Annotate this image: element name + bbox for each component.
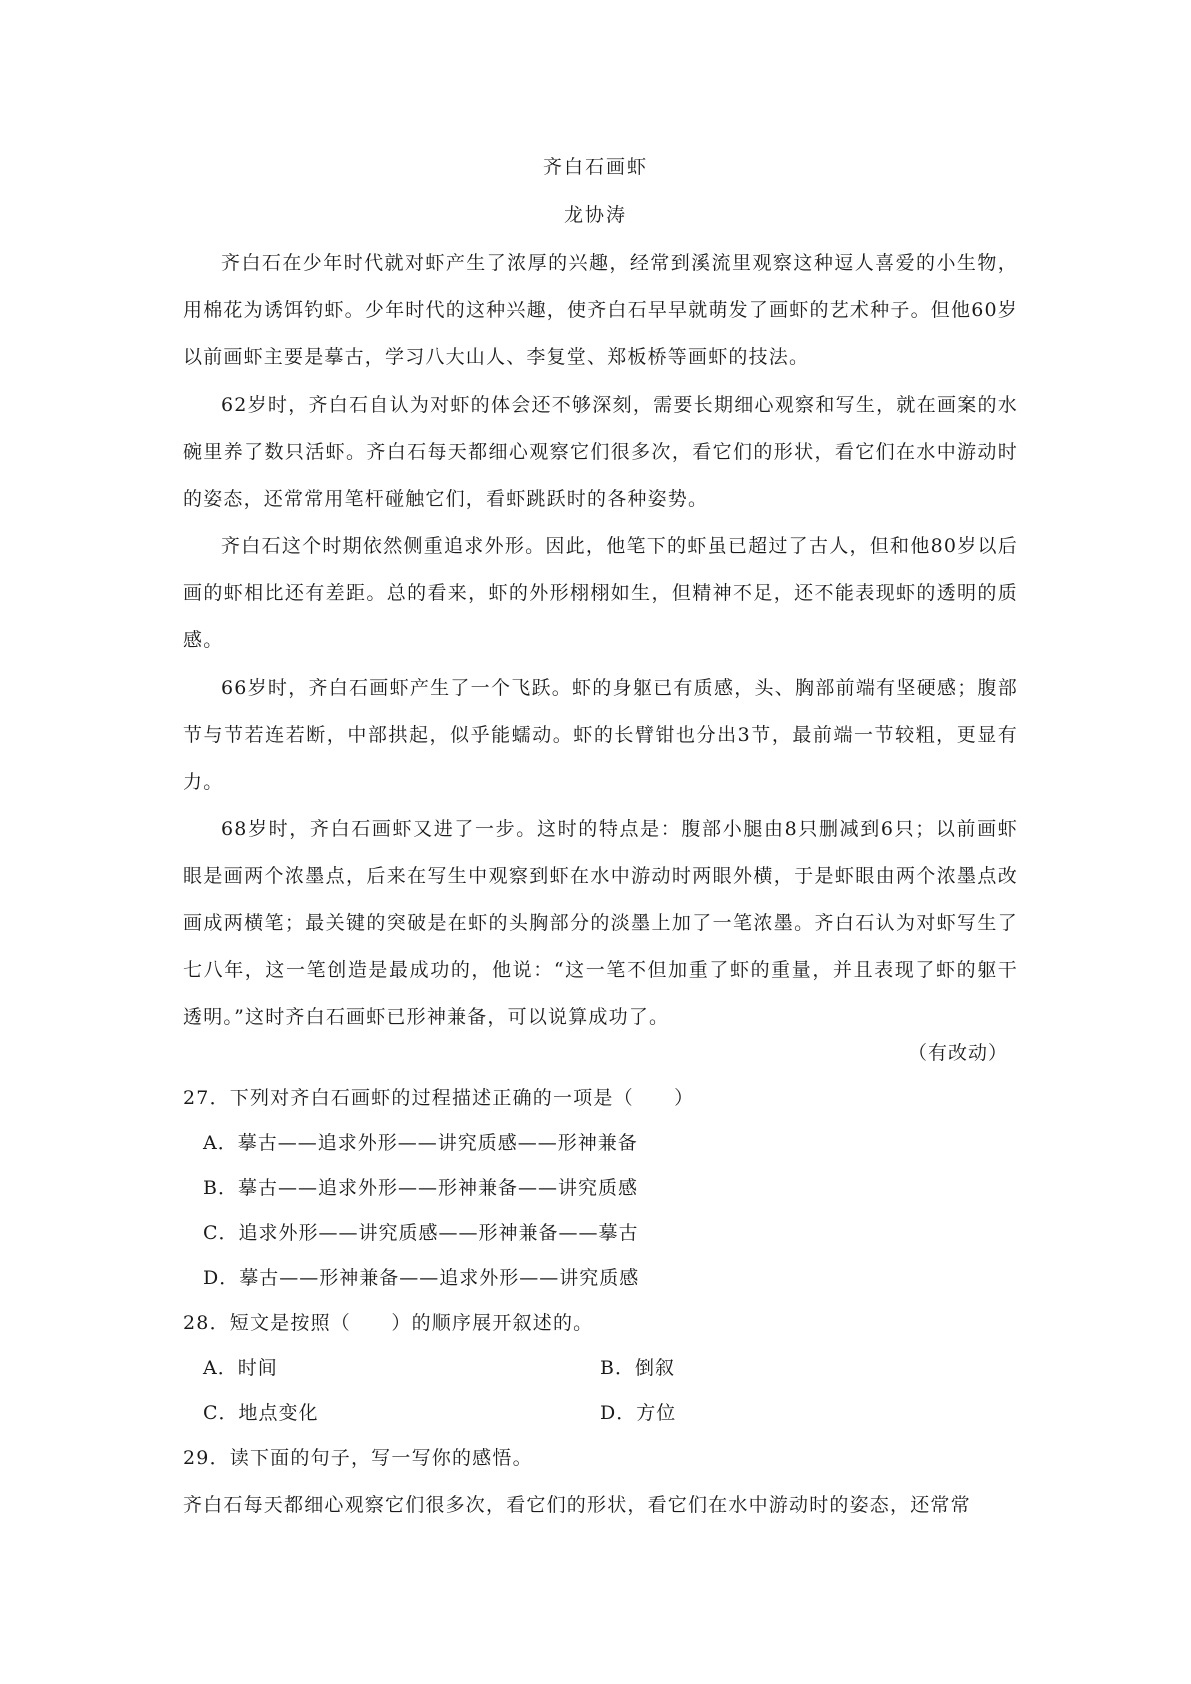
paragraph-5: 68岁时，齐白石画虾又进了一步。这时的特点是：腹部小腿由8只删减到6只；以前画虾眼是画两个浓墨点，后来在写生中观察到虾在水中游动时两眼外横，于是虾眼由两个浓墨点改画成两横笔；最关键的突破是在虾的头胸部分的淡墨上加了一笔浓墨。齐白石认为对虾写生了七八年，这一笔创造是最成功的，他说：“这一笔不但加重了虾的重量，并且表现了虾的躯干透明。”这时齐白石画虾已形神兼备，可以说算成功了。 <box>183 818 1018 1028</box>
question-27-option-b: B．摹古——追求外形——形神兼备——讲究质感 <box>203 1177 638 1199</box>
source-note: （有改动） <box>907 1042 1008 1064</box>
article-title: 齐白石画虾 <box>542 156 648 178</box>
question-28-option-a: A．时间 <box>203 1357 278 1379</box>
question-28-option-d: D．方位 <box>600 1402 677 1424</box>
article-author: 龙协涛 <box>563 204 627 226</box>
question-27-option-c: C．追求外形——讲究质感——形神兼备——摹古 <box>203 1222 639 1244</box>
paragraph-1: 齐白石在少年时代就对虾产生了浓厚的兴趣，经常到溪流里观察这种逗人喜爱的小生物，用棉花为诱饵钓虾。少年时代的这种兴趣，使齐白石早早就萌发了画虾的艺术种子。但他60岁以前画虾主要是摹古，学习八大山人、李复堂、郑板桥等画虾的技法。 <box>183 252 1018 368</box>
paragraph-4: 66岁时，齐白石画虾产生了一个飞跃。虾的身躯已有质感，头、胸部前端有坚硬感；腹部节与节若连若断，中部拱起，似乎能蠕动。虾的长臂钳也分出3节，最前端一节较粗，更显有力。 <box>183 677 1018 793</box>
question-28-option-b: B．倒叙 <box>600 1357 675 1379</box>
question-29-stem: 29．读下面的句子，写一写你的感悟。 <box>183 1447 533 1469</box>
question-27-option-d: D．摹古——形神兼备——追求外形——讲究质感 <box>203 1267 640 1289</box>
paragraph-2: 62岁时，齐白石自认为对虾的体会还不够深刻，需要长期细心观察和写生，就在画案的水碗里养了数只活虾。齐白石每天都细心观察它们很多次，看它们的形状，看它们在水中游动时的姿态，还常常用笔杆碰触它们，看虾跳跃时的各种姿势。 <box>183 394 1018 510</box>
paragraph-3: 齐白石这个时期依然侧重追求外形。因此，他笔下的虾虽已超过了古人，但和他80岁以后画的虾相比还有差距。总的看来，虾的外形栩栩如生，但精神不足，还不能表现虾的透明的质感。 <box>183 535 1018 651</box>
question-27-stem: 27．下列对齐白石画虾的过程描述正确的一项是（ ） <box>183 1087 695 1109</box>
question-28-stem: 28．短文是按照（ ）的顺序展开叙述的。 <box>183 1312 594 1334</box>
question-29-sentence: 齐白石每天都细心观察它们很多次，看它们的形状，看它们在水中游动时的姿态，还常常 <box>183 1494 971 1516</box>
question-28-option-c: C．地点变化 <box>203 1402 319 1424</box>
question-27-option-a: A．摹古——追求外形——讲究质感——形神兼备 <box>203 1132 638 1154</box>
